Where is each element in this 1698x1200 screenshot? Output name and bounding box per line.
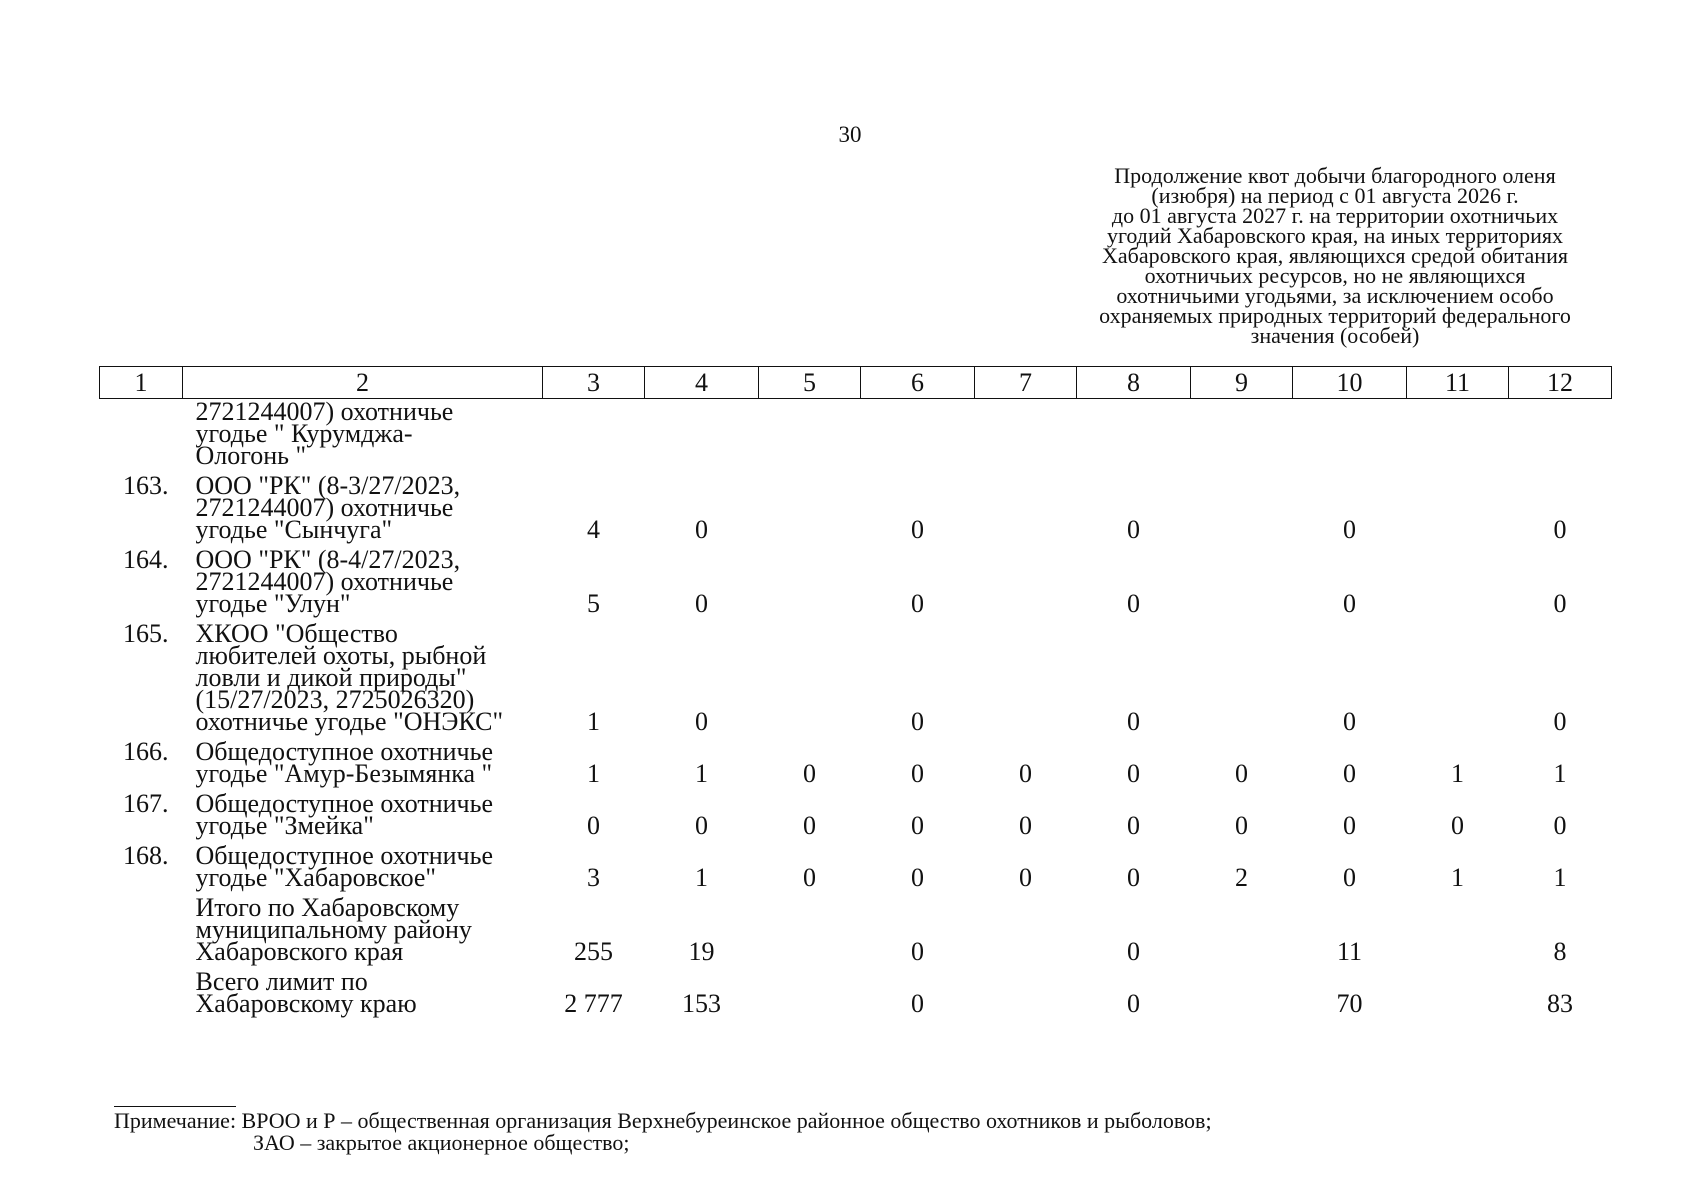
value-cell bbox=[1407, 399, 1509, 468]
value-cell: 0 bbox=[1019, 811, 1032, 840]
value-cell: 11 bbox=[1336, 937, 1363, 966]
name-line: 2721244007) охотничье bbox=[195, 397, 454, 426]
column-header: 7 bbox=[975, 367, 1077, 399]
value-cell bbox=[975, 541, 1077, 615]
hunting-ground-name bbox=[183, 467, 543, 544]
value-cell bbox=[1407, 963, 1509, 1017]
name-line: охотничье угодье "ОНЭКС" bbox=[195, 707, 504, 736]
value-cell: 0 bbox=[1553, 515, 1567, 544]
column-header: 12 bbox=[1509, 367, 1612, 399]
name-line: 2721244007) охотничье bbox=[195, 493, 454, 522]
column-number-row bbox=[100, 367, 1612, 399]
table-row bbox=[100, 733, 1612, 785]
value-cell: 0 bbox=[803, 759, 816, 788]
value-cell: 0 bbox=[1019, 863, 1032, 892]
name-line: Общедоступное охотничье bbox=[195, 737, 494, 766]
value-cell: 0 bbox=[1343, 707, 1356, 736]
value-cell: 0 bbox=[803, 863, 816, 892]
row-number: 168. bbox=[123, 841, 169, 870]
value-cell bbox=[759, 963, 861, 1017]
name-line: ловли и дикой природы" bbox=[195, 663, 467, 692]
name-line: Общедоступное охотничье bbox=[195, 841, 494, 870]
value-cell bbox=[975, 889, 1077, 963]
value-cell: 2 bbox=[1235, 863, 1248, 892]
value-cell: 0 bbox=[587, 811, 600, 840]
column-header: 2 bbox=[183, 367, 543, 399]
value-cell bbox=[1407, 615, 1509, 733]
value-cell bbox=[1077, 399, 1191, 468]
subtotal-label bbox=[183, 889, 543, 966]
hunting-ground-name bbox=[183, 399, 543, 468]
name-line: муниципальному району bbox=[195, 915, 472, 944]
table-row bbox=[100, 541, 1612, 615]
name-line: любителей охоты, рыбной bbox=[195, 641, 487, 670]
value-cell bbox=[1509, 399, 1612, 468]
value-cell bbox=[1407, 889, 1509, 963]
value-cell: 4 bbox=[587, 515, 600, 544]
value-cell: 1 bbox=[587, 707, 600, 736]
heading-line: охотничьих ресурсов, но не являющихся bbox=[1144, 263, 1526, 288]
name-line: угодье "Хабаровское" bbox=[195, 863, 437, 892]
value-cell: 83 bbox=[1547, 989, 1573, 1018]
name-line: Всего лимит по bbox=[195, 967, 368, 996]
value-cell bbox=[1191, 467, 1293, 541]
quota-table bbox=[99, 366, 1612, 1017]
footnote bbox=[114, 1110, 1212, 1154]
row-number bbox=[100, 963, 183, 1017]
value-cell: 0 bbox=[695, 811, 708, 840]
value-cell: 0 bbox=[1127, 989, 1140, 1018]
value-cell: 0 bbox=[1127, 515, 1140, 544]
value-cell: 2 777 bbox=[564, 989, 623, 1018]
column-header: 6 bbox=[861, 367, 975, 399]
value-cell: 0 bbox=[1343, 811, 1356, 840]
row-number: 164. bbox=[123, 545, 169, 574]
column-header: 11 bbox=[1407, 367, 1509, 399]
value-cell: 1 bbox=[695, 863, 708, 892]
hunting-ground-name bbox=[183, 837, 543, 892]
value-cell: 0 bbox=[1553, 707, 1567, 736]
hunting-ground-name bbox=[183, 733, 543, 788]
column-header: 5 bbox=[759, 367, 861, 399]
row-number: 165. bbox=[123, 619, 169, 648]
value-cell: 0 bbox=[911, 759, 924, 788]
value-cell: 0 bbox=[695, 515, 708, 544]
value-cell: 0 bbox=[911, 937, 924, 966]
value-cell: 0 bbox=[1343, 515, 1356, 544]
row-number bbox=[100, 399, 183, 468]
name-line: угодье "Сынчуга" bbox=[195, 515, 393, 544]
hunting-ground-name bbox=[183, 541, 543, 618]
heading-line: до 01 августа 2027 г. на территории охотничьих bbox=[1111, 203, 1559, 228]
name-line: угодье "Амур-Безымянка " bbox=[195, 759, 493, 788]
footnote-line: Примечание: ВРОО и Р – общественная организация Верхнебуреинское районное общество охотников и рыболовов; bbox=[114, 1108, 1212, 1133]
name-line: 2721244007) охотничье bbox=[195, 567, 454, 596]
total-label bbox=[183, 963, 543, 1017]
value-cell: 0 bbox=[1553, 811, 1567, 840]
total-row bbox=[100, 963, 1612, 1017]
name-line: угодье " Курумджа- bbox=[195, 419, 413, 448]
value-cell bbox=[1191, 615, 1293, 733]
column-header: 9 bbox=[1191, 367, 1293, 399]
value-cell: 0 bbox=[1127, 589, 1140, 618]
heading-line: угодий Хабаровского края, на иных территориях bbox=[1106, 223, 1564, 248]
table-row bbox=[100, 785, 1612, 837]
value-cell: 0 bbox=[911, 515, 924, 544]
row-number bbox=[100, 889, 183, 963]
value-cell: 0 bbox=[911, 863, 924, 892]
heading-line: Хабаровского края, являющихся средой обитания bbox=[1102, 243, 1568, 268]
name-line: Хабаровскому краю bbox=[195, 989, 417, 1018]
name-line: Ологонь " bbox=[195, 441, 307, 470]
subtotal-row bbox=[100, 889, 1612, 963]
value-cell bbox=[1191, 541, 1293, 615]
row-number: 163. bbox=[123, 471, 169, 500]
value-cell: 0 bbox=[1343, 759, 1356, 788]
value-cell: 0 bbox=[911, 989, 924, 1018]
value-cell: 0 bbox=[1127, 863, 1140, 892]
value-cell bbox=[861, 399, 975, 468]
hunting-ground-name bbox=[183, 785, 543, 840]
value-cell: 0 bbox=[1451, 811, 1464, 840]
value-cell: 0 bbox=[911, 589, 924, 618]
name-line: (15/27/2023, 2725026320) bbox=[195, 685, 475, 714]
value-cell: 1 bbox=[1553, 863, 1567, 892]
heading-line: охраняемых природных территорий федерального bbox=[1099, 303, 1571, 328]
value-cell: 3 bbox=[587, 863, 600, 892]
value-cell: 0 bbox=[1019, 759, 1032, 788]
value-cell: 0 bbox=[911, 811, 924, 840]
value-cell: 0 bbox=[695, 589, 708, 618]
value-cell: 255 bbox=[574, 937, 613, 966]
column-header: 4 bbox=[645, 367, 759, 399]
value-cell: 1 bbox=[695, 759, 708, 788]
value-cell: 153 bbox=[682, 989, 721, 1018]
value-cell bbox=[759, 467, 861, 541]
value-cell: 0 bbox=[1235, 811, 1248, 840]
name-line: ООО "РК" (8-3/27/2023, bbox=[195, 471, 461, 500]
value-cell bbox=[975, 467, 1077, 541]
value-cell bbox=[1407, 467, 1509, 541]
hunting-ground-name bbox=[183, 615, 543, 736]
name-line: угодье "Улун" bbox=[195, 589, 351, 618]
value-cell: 1 bbox=[1451, 863, 1464, 892]
value-cell: 1 bbox=[1451, 759, 1464, 788]
value-cell: 19 bbox=[688, 937, 715, 966]
value-cell: 0 bbox=[803, 811, 816, 840]
value-cell bbox=[975, 399, 1077, 468]
footnote-divider bbox=[114, 1106, 236, 1107]
value-cell: 0 bbox=[1127, 707, 1140, 736]
column-header: 1 bbox=[100, 367, 183, 399]
value-cell: 1 bbox=[1553, 759, 1567, 788]
value-cell bbox=[759, 541, 861, 615]
table-row bbox=[100, 615, 1612, 733]
value-cell bbox=[1191, 399, 1293, 468]
value-cell: 0 bbox=[1343, 863, 1356, 892]
value-cell bbox=[759, 615, 861, 733]
name-line: ООО "РК" (8-4/27/2023, bbox=[195, 545, 461, 574]
heading-line: охотничьими угодьями, за исключением особо bbox=[1116, 283, 1554, 308]
value-cell bbox=[1407, 541, 1509, 615]
name-line: угодье "Змейка" bbox=[195, 811, 374, 840]
table-row bbox=[100, 467, 1612, 541]
value-cell bbox=[1191, 963, 1293, 1017]
heading-line: Продолжение квот добычи благородного оленя bbox=[1114, 163, 1556, 188]
value-cell: 0 bbox=[1235, 759, 1248, 788]
table-heading bbox=[1040, 163, 1630, 348]
value-cell bbox=[759, 399, 861, 468]
page-number: 30 bbox=[838, 122, 862, 147]
value-cell: 1 bbox=[587, 759, 600, 788]
heading-line: значения (особей) bbox=[1250, 323, 1420, 348]
value-cell bbox=[1293, 399, 1407, 468]
column-header: 3 bbox=[543, 367, 645, 399]
value-cell: 70 bbox=[1336, 989, 1363, 1018]
value-cell: 0 bbox=[1553, 589, 1567, 618]
value-cell bbox=[1191, 889, 1293, 963]
row-number: 166. bbox=[123, 737, 169, 766]
name-line: Итого по Хабаровскому bbox=[195, 893, 460, 922]
value-cell: 0 bbox=[1127, 759, 1140, 788]
column-header: 10 bbox=[1293, 367, 1407, 399]
name-line: Хабаровского края bbox=[195, 937, 404, 966]
name-line: Общедоступное охотничье bbox=[195, 789, 494, 818]
column-header: 8 bbox=[1077, 367, 1191, 399]
row-number: 167. bbox=[123, 789, 169, 818]
value-cell bbox=[975, 615, 1077, 733]
value-cell bbox=[645, 399, 759, 468]
value-cell: 0 bbox=[1343, 589, 1356, 618]
value-cell: 8 bbox=[1553, 937, 1567, 966]
table-row bbox=[100, 399, 1612, 468]
value-cell bbox=[543, 399, 645, 468]
value-cell bbox=[759, 889, 861, 963]
value-cell bbox=[975, 963, 1077, 1017]
value-cell: 0 bbox=[695, 707, 708, 736]
footnote-line: ЗАО – закрытое акционерное общество; bbox=[253, 1130, 630, 1155]
value-cell: 0 bbox=[1127, 937, 1140, 966]
heading-line: (изюбря) на период с 01 августа 2026 г. bbox=[1151, 183, 1519, 208]
table-row bbox=[100, 837, 1612, 889]
value-cell: 5 bbox=[587, 589, 600, 618]
name-line: ХКОО "Общество bbox=[195, 619, 398, 648]
value-cell: 0 bbox=[911, 707, 924, 736]
value-cell: 0 bbox=[1127, 811, 1140, 840]
